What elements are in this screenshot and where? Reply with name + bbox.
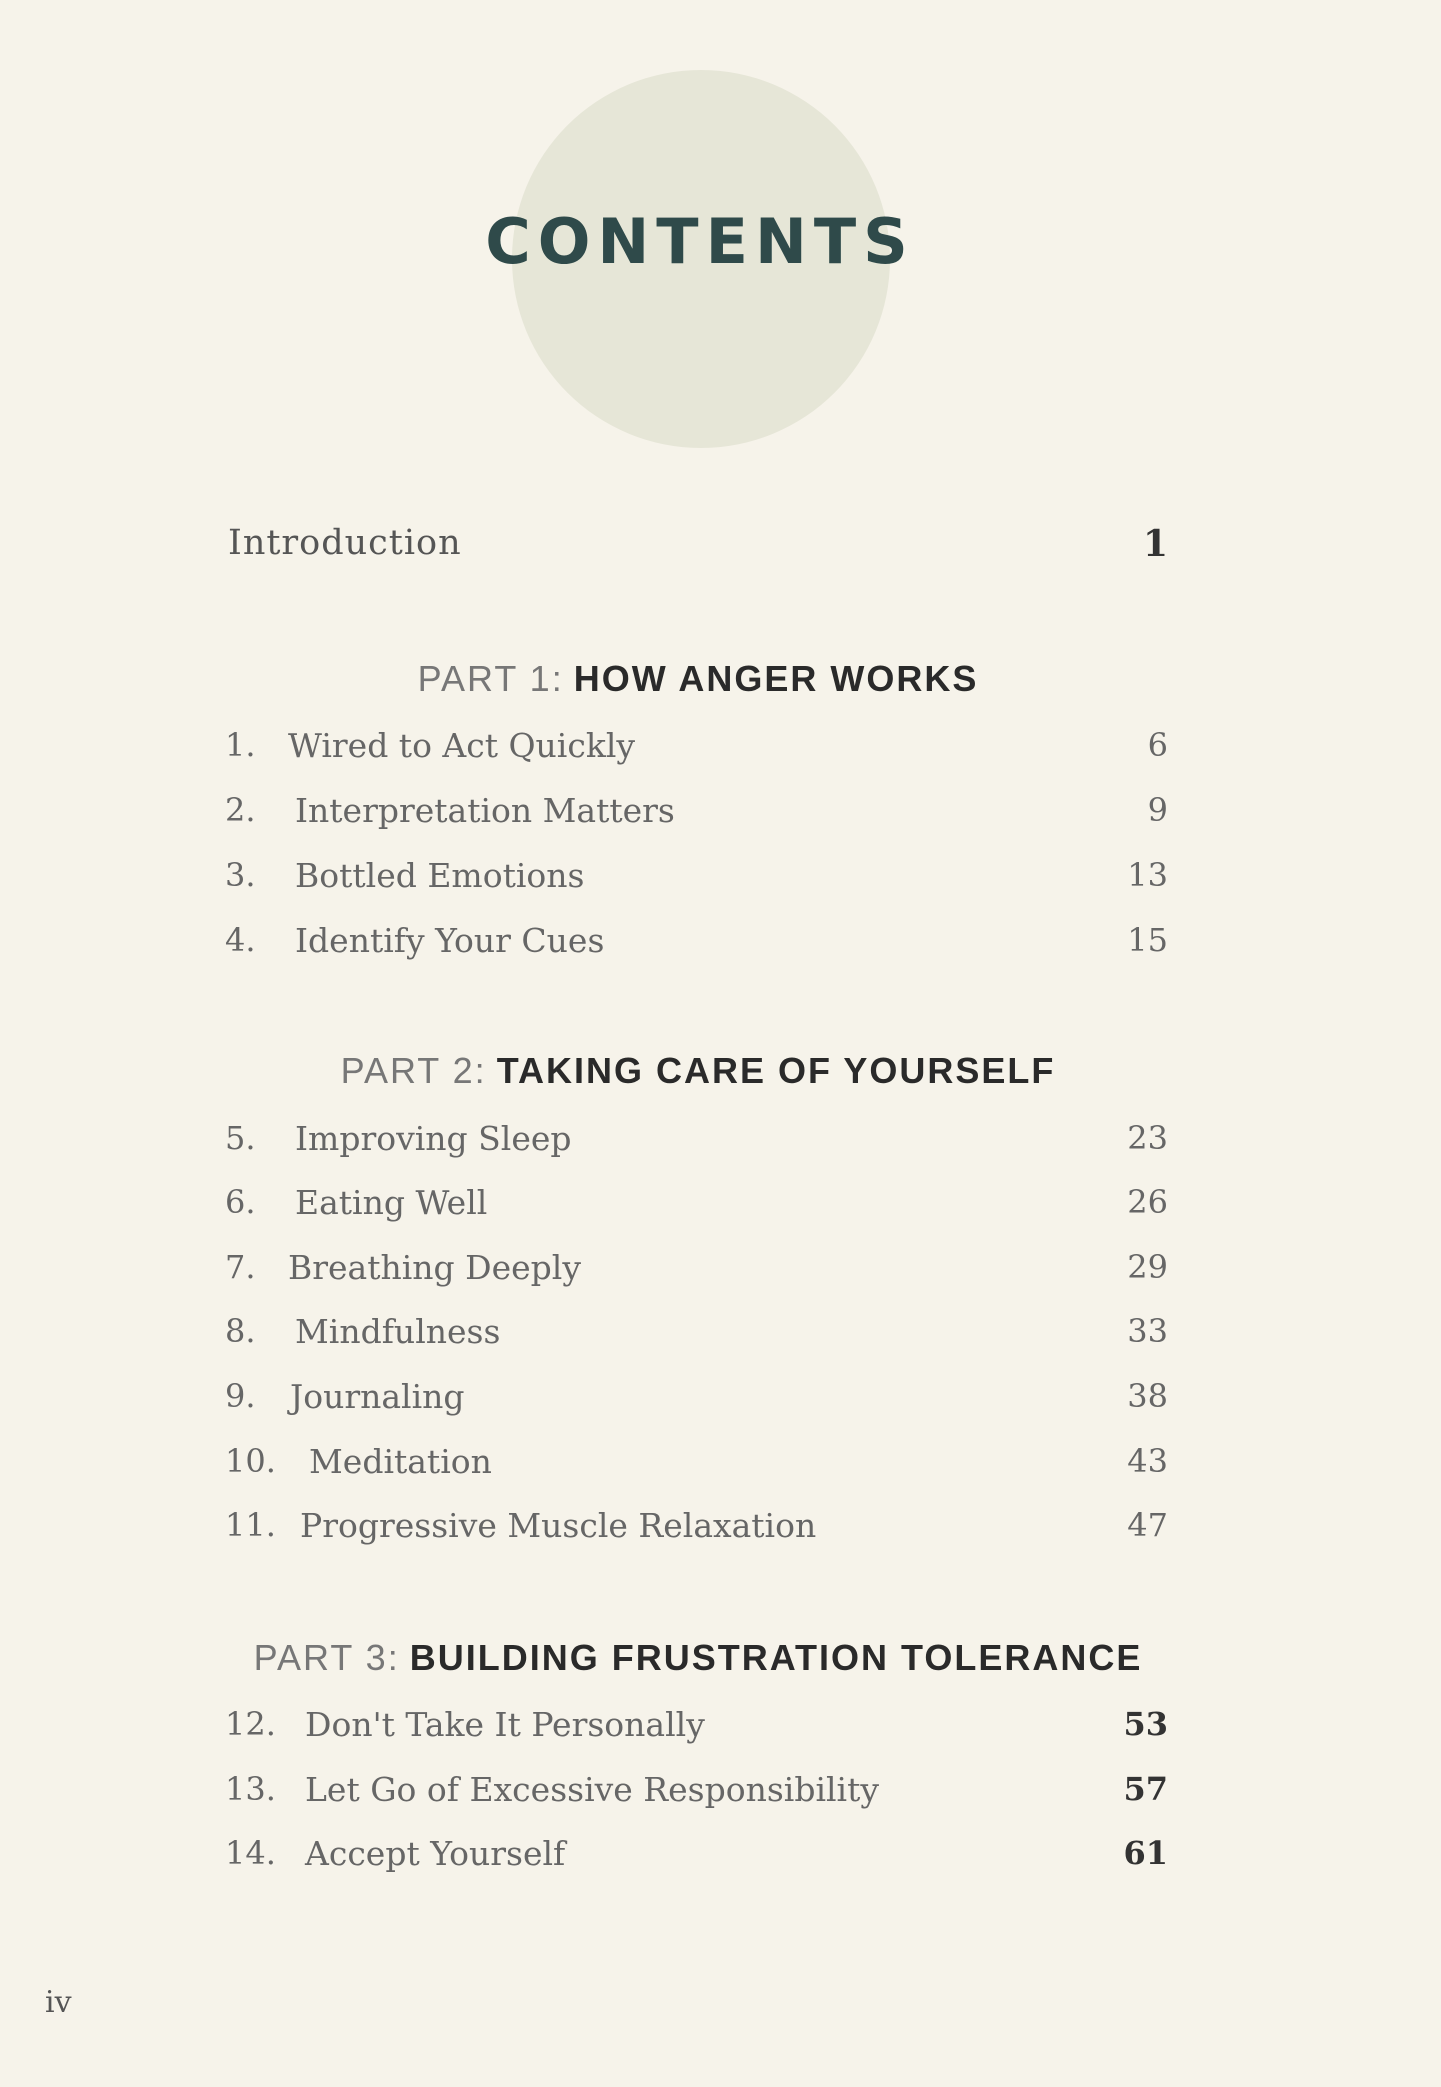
part-2-heading — [228, 1050, 1168, 1092]
part-label: PART 3: — [253, 1637, 400, 1678]
chapter-page-number: 15 — [1127, 921, 1168, 959]
chapter-number: 11. — [225, 1506, 276, 1544]
toc-entry-chapter-6[interactable] — [225, 1183, 1168, 1233]
introduction-label: Introduction — [228, 523, 462, 563]
chapter-number: 2. — [225, 791, 256, 829]
introduction-page-number: 1 — [1142, 523, 1168, 565]
chapter-title: Accept Yourself — [305, 1834, 566, 1873]
toc-entry-introduction[interactable] — [228, 523, 1168, 573]
chapter-title: Meditation — [309, 1442, 492, 1481]
chapter-title: Eating Well — [295, 1183, 488, 1222]
toc-entry-chapter-5[interactable] — [225, 1119, 1168, 1169]
chapter-page-number: 6 — [1147, 726, 1168, 764]
chapter-page-number: 53 — [1123, 1705, 1168, 1743]
toc-entry-chapter-7[interactable] — [225, 1248, 1168, 1298]
chapter-number: 14. — [225, 1834, 276, 1872]
toc-entry-chapter-10[interactable] — [225, 1442, 1168, 1492]
chapter-title: Wired to Act Quickly — [288, 726, 636, 765]
chapter-page-number: 26 — [1127, 1183, 1168, 1221]
toc-entry-chapter-14[interactable] — [225, 1834, 1168, 1884]
chapter-page-number: 47 — [1127, 1506, 1168, 1544]
toc-entry-chapter-1[interactable] — [225, 726, 1168, 776]
chapter-number: 1. — [225, 726, 256, 764]
chapter-number: 6. — [225, 1183, 256, 1221]
chapter-number: 7. — [225, 1248, 256, 1286]
part-title: TAKING CARE OF YOURSELF — [496, 1050, 1056, 1091]
chapter-page-number: 61 — [1123, 1834, 1168, 1872]
chapter-number: 10. — [225, 1442, 276, 1480]
toc-entry-chapter-11[interactable] — [225, 1506, 1168, 1556]
part-label: PART 1: — [417, 658, 564, 699]
chapter-number: 4. — [225, 921, 256, 959]
chapter-number: 13. — [225, 1770, 276, 1808]
part-title: HOW ANGER WORKS — [573, 658, 979, 699]
toc-entry-chapter-8[interactable] — [225, 1312, 1168, 1362]
chapter-title: Improving Sleep — [295, 1119, 572, 1158]
chapter-page-number: 29 — [1127, 1248, 1168, 1286]
page-title: CONTENTS — [485, 205, 915, 278]
chapter-title: Mindfulness — [295, 1312, 501, 1351]
chapter-page-number: 9 — [1147, 791, 1168, 829]
chapter-number: 8. — [225, 1312, 256, 1350]
chapter-title: Let Go of Excessive Responsibility — [305, 1770, 880, 1809]
chapter-title: Progressive Muscle Relaxation — [300, 1506, 817, 1545]
toc-entry-chapter-4[interactable] — [225, 921, 1168, 971]
chapter-title: Identify Your Cues — [295, 921, 605, 960]
chapter-number: 3. — [225, 856, 256, 894]
chapter-page-number: 38 — [1127, 1377, 1168, 1415]
chapter-title: Journaling — [290, 1377, 465, 1416]
chapter-title: Don't Take It Personally — [305, 1705, 705, 1744]
chapter-number: 5. — [225, 1119, 256, 1157]
chapter-page-number: 33 — [1127, 1312, 1168, 1350]
chapter-number: 12. — [225, 1705, 276, 1743]
toc-entry-chapter-9[interactable] — [225, 1377, 1168, 1427]
chapter-title: Bottled Emotions — [295, 856, 585, 895]
chapter-title: Breathing Deeply — [288, 1248, 582, 1287]
chapter-number: 9. — [225, 1377, 256, 1415]
page-folio: iv — [45, 1985, 72, 2020]
chapter-page-number: 57 — [1123, 1770, 1168, 1808]
part-1-heading — [228, 658, 1168, 700]
toc-entry-chapter-13[interactable] — [225, 1770, 1168, 1820]
toc-entry-chapter-2[interactable] — [225, 791, 1168, 841]
toc-entry-chapter-3[interactable] — [225, 856, 1168, 906]
chapter-title: Interpretation Matters — [295, 791, 675, 830]
toc-entry-chapter-12[interactable] — [225, 1705, 1168, 1755]
part-3-heading — [228, 1637, 1168, 1679]
part-title: BUILDING FRUSTRATION TOLERANCE — [409, 1637, 1143, 1678]
part-label: PART 2: — [340, 1050, 487, 1091]
chapter-page-number: 23 — [1127, 1119, 1168, 1157]
chapter-page-number: 13 — [1127, 856, 1168, 894]
chapter-page-number: 43 — [1127, 1442, 1168, 1480]
